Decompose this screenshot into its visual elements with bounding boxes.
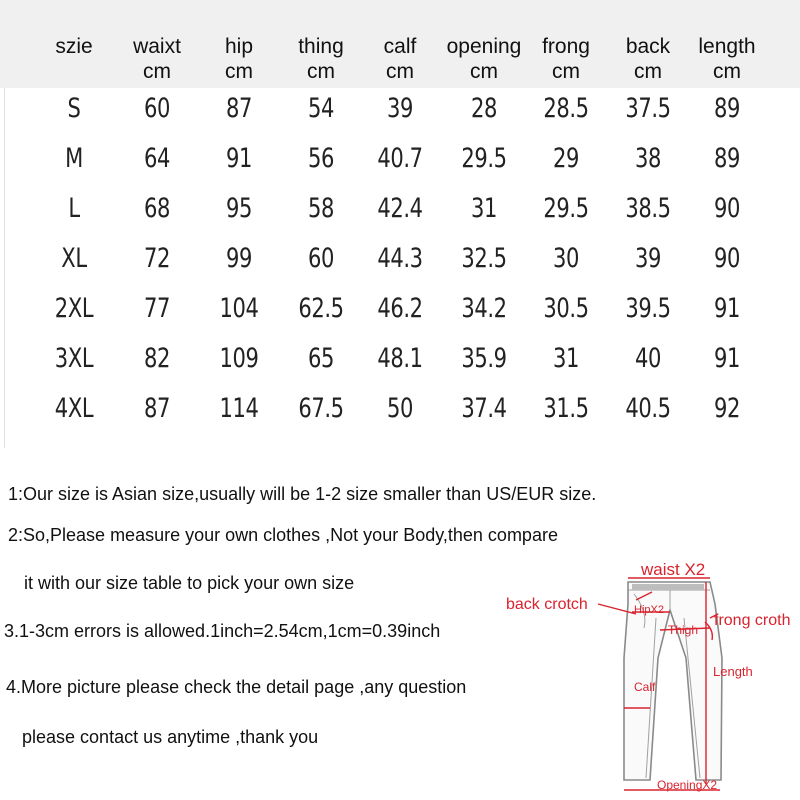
table-cell: 38.5 [625, 193, 671, 224]
table-cell: 77 [143, 293, 171, 324]
column-header [194, 34, 284, 84]
table-cell: 68 [143, 193, 171, 224]
column-header [276, 34, 366, 84]
column-header [439, 34, 529, 84]
column-header-unit: cm [386, 60, 414, 83]
label-thigh: Thigh [668, 623, 699, 637]
waistband-shade [632, 584, 704, 590]
table-cell: 32.5 [461, 243, 507, 274]
column-header-name: back [625, 35, 671, 58]
table-cell: 60 [143, 93, 171, 124]
table-cell: 39 [634, 243, 662, 274]
label-calf: Calf [634, 680, 656, 694]
table-cell: 37.4 [461, 393, 507, 424]
table-cell: 31 [470, 193, 498, 224]
column-header-unit: cm [143, 60, 171, 83]
column-header [682, 34, 772, 84]
table-cell: 44.3 [377, 243, 423, 274]
table-cell: 99 [225, 243, 253, 274]
table-cell: 31.5 [543, 393, 589, 424]
note-3: 3.1-3cm errors is allowed.1inch=2.54cm,1cm=0.39inch [4, 621, 441, 641]
size-label-cell: 4XL [54, 393, 94, 424]
size-label-cell: S [67, 93, 81, 124]
column-header [521, 34, 611, 84]
table-cell: 91 [713, 293, 741, 324]
note-1: 1:Our size is Asian size,usually will be 1-2 size smaller than US/EUR size. [8, 484, 597, 504]
column-header-name: waixt [133, 35, 181, 58]
label-opening: OpeningX2 [657, 778, 718, 792]
table-cell: 39 [386, 93, 414, 124]
table-cell: 30.5 [543, 293, 589, 324]
column-header-unit: cm [634, 60, 662, 83]
size-label-cell: M [65, 143, 83, 174]
table-cell: 29.5 [461, 143, 507, 174]
table-cell: 90 [713, 193, 741, 224]
table-cell: 89 [713, 93, 741, 124]
table-cell: 40 [634, 343, 662, 374]
table-cell: 87 [143, 393, 171, 424]
table-cell: 46.2 [377, 293, 423, 324]
table-cell: 65 [307, 343, 335, 374]
table-cell: 90 [713, 243, 741, 274]
note-2-line-2: it with our size table to pick your own size [24, 573, 355, 593]
label-frong-croth: frong croth [714, 612, 791, 629]
column-header-name: hip [224, 35, 254, 58]
table-cell: 60 [307, 243, 335, 274]
column-header-unit: cm [713, 60, 741, 83]
column-header-unit: cm [307, 60, 335, 83]
column-header [603, 34, 693, 84]
pants-measurement-diagram [500, 548, 800, 800]
table-cell: 58 [307, 193, 335, 224]
column-header-unit: cm [552, 60, 580, 83]
table-cell: 29 [552, 143, 580, 174]
size-label-cell: XL [61, 243, 87, 274]
column-header-name: szie [55, 35, 93, 58]
table-cell: 62.5 [298, 293, 344, 324]
table-cell: 37.5 [625, 93, 671, 124]
column-header [112, 34, 202, 84]
table-cell: 91 [225, 143, 253, 174]
table-cell: 92 [713, 393, 741, 424]
table-cell: 28.5 [543, 93, 589, 124]
table-cell: 34.2 [461, 293, 507, 324]
column-header-name: calf [383, 35, 417, 58]
table-cell: 91 [713, 343, 741, 374]
size-label-cell: 2XL [54, 293, 94, 324]
table-cell: 82 [143, 343, 171, 374]
label-waist: waist X2 [641, 560, 706, 579]
table-cell: 48.1 [377, 343, 423, 374]
pants-illustration [500, 548, 800, 800]
column-header-unit: cm [470, 60, 498, 83]
table-cell: 67.5 [298, 393, 344, 424]
table-cell: 50 [386, 393, 414, 424]
table-cell: 72 [143, 243, 171, 274]
table-cell: 42.4 [377, 193, 423, 224]
column-header-name: frong [542, 35, 590, 58]
table-cell: 87 [225, 93, 253, 124]
table-cell: 28 [470, 93, 498, 124]
table-cell: 35.9 [461, 343, 507, 374]
table-cell: 40.7 [377, 143, 423, 174]
note-4-line-1: 4.More picture please check the detail page ,any question [6, 677, 467, 697]
table-cell: 38 [634, 143, 662, 174]
table-cell: 114 [219, 393, 259, 424]
label-back-crotch: back crotch [506, 596, 588, 613]
table-cell: 30 [552, 243, 580, 274]
table-cell: 64 [143, 143, 171, 174]
table-cell: 104 [219, 293, 259, 324]
table-cell: 39.5 [625, 293, 671, 324]
table-cell: 95 [225, 193, 253, 224]
table-cell: 56 [307, 143, 335, 174]
table-cell: 54 [307, 93, 335, 124]
size-label-cell: 3XL [54, 343, 94, 374]
table-cell: 40.5 [625, 393, 671, 424]
table-left-border [4, 88, 5, 448]
label-length: Length [713, 664, 753, 679]
column-header-name: length [698, 35, 756, 58]
note-2-line-1: 2:So,Please measure your own clothes ,Not your Body,then compare [8, 525, 558, 545]
column-header [29, 34, 119, 59]
table-cell: 109 [219, 343, 259, 374]
note-4-line-2: please contact us anytime ,thank you [22, 727, 319, 747]
column-header [355, 34, 445, 84]
label-hip: HipX2 [634, 604, 664, 616]
table-cell: 29.5 [543, 193, 589, 224]
table-cell: 89 [713, 143, 741, 174]
column-header-name: opening [446, 35, 522, 58]
column-header-name: thing [298, 35, 344, 58]
table-cell: 31 [552, 343, 580, 374]
size-label-cell: L [68, 193, 80, 224]
column-header-unit: cm [225, 60, 253, 83]
